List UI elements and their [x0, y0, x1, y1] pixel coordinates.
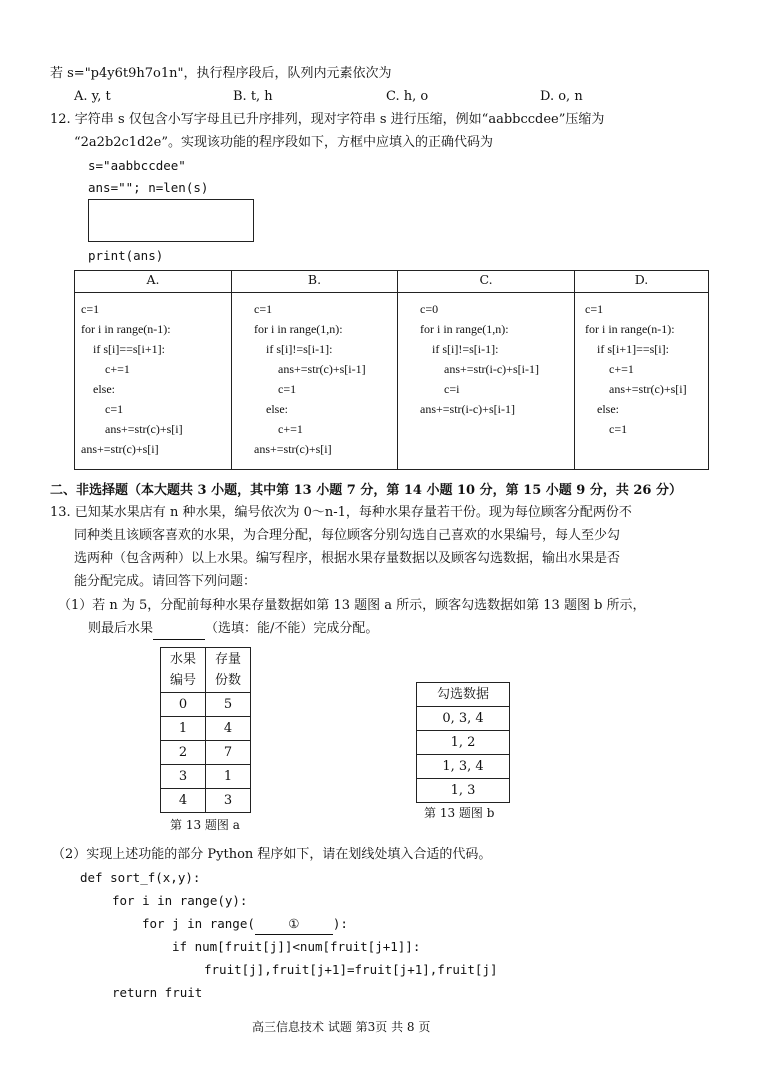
- q13-part1-line1: （1）若 n 为 5，分配前每种水果存量数据如第 13 题图 a 所示，顾客勾选数据如第 13 题图 b 所示，: [58, 598, 646, 613]
- blank-1-marker: ①: [288, 916, 300, 931]
- code-line1: def sort_f(x,y):: [80, 870, 201, 885]
- q12-stem-line2: “2a2b2c1d2e”。实现该功能的程序段如下，方框中应填入的正确代码为: [74, 135, 494, 150]
- q11-stem: 若 s="p4y6t9h7o1n"，执行程序段后，队列内元素依次为: [50, 66, 392, 81]
- q13-part1-prefix: 则最后水果: [88, 621, 154, 636]
- table-row: 1 4: [161, 717, 251, 741]
- answer-box[interactable]: [88, 199, 254, 242]
- q13-intro-line3: 选两种（包含两种）以上水果。编写程序，根据水果存量数据以及顾客勾选数据，输出水果是否: [74, 551, 621, 566]
- q12-code-line3: print(ans): [88, 248, 164, 263]
- option-c-cell: [398, 293, 575, 470]
- option-a-code: c=1 for i in range(n-1): if s[i]==s[i+1]: c+=1 else: c=1 ans+=str(c)+s[i] ans+=str(c)+s[i]: [81, 302, 183, 456]
- table-row: 3 1: [161, 765, 251, 789]
- q13-intro-line1: 13. 已知某水果店有 n 种水果，编号依次为 0～n-1，每种水果存量若干份。现为每位顾客分配两份不: [50, 505, 632, 520]
- table-row: 1, 3, 4: [417, 755, 510, 779]
- code-line3: for j in range( ① ):: [142, 914, 348, 935]
- table-row: 0, 3, 4: [417, 707, 510, 731]
- option-c-header: C.: [398, 271, 575, 293]
- q12-code-line1: s="aabbccdee": [88, 158, 186, 173]
- option-b-code: c=1 for i in range(1,n): if s[i]!=s[i-1]: ans+=str(c)+s[i-1] c=1 else: c+=1 ans+=str(c)+s[i]: [254, 302, 366, 456]
- table-row: 2 7: [161, 741, 251, 765]
- code-line2: for i in range(y):: [112, 893, 248, 908]
- option-d-header: D.: [575, 271, 709, 293]
- option-a-header: A.: [75, 271, 232, 293]
- option-b-header: B.: [232, 271, 398, 293]
- q13-part2: （2）实现上述功能的部分 Python 程序如下，请在划线处填入合适的代码。: [52, 847, 492, 862]
- table-row: 4 3: [161, 789, 251, 813]
- q12-options-table: [74, 270, 709, 470]
- q11-option-d: D. o, n: [540, 89, 583, 104]
- blank-1[interactable]: [255, 914, 333, 935]
- table-b: [416, 682, 510, 803]
- q13-part1-line2: [88, 619, 378, 640]
- answer-blank[interactable]: [153, 619, 205, 640]
- q13-intro-line2: 同种类且该顾客喜欢的水果，为合理分配，每位顾客分别勾选自己喜欢的水果编号，每人至少勾: [74, 528, 621, 543]
- table-b-header: 勾选数据: [417, 683, 510, 707]
- table-a-header-fruit: 水果 编号: [161, 648, 206, 693]
- table-b-caption: 第 13 题图 b: [424, 806, 495, 820]
- table-row: 1, 3: [417, 779, 510, 803]
- code-line4: if num[fruit[j]]<num[fruit[j+1]]:: [172, 939, 421, 954]
- option-c-code: c=0 for i in range(1,n): if s[i]!=s[i-1]: ans+=str(i-c)+s[i-1] c=i ans+=str(i-c)+s[i-1]: [420, 302, 539, 416]
- option-a-cell: [75, 293, 232, 470]
- q11-option-c: C. h, o: [386, 89, 429, 104]
- page-footer: 高三信息技术 试题 第3页 共 8 页: [252, 1020, 431, 1034]
- q13-part1-suffix: （选填：能/不能）完成分配。: [205, 621, 379, 636]
- q11-option-b: B. t, h: [233, 89, 273, 104]
- q13-intro-line4: 能分配完成。请回答下列问题：: [74, 574, 257, 589]
- table-a-header-stock: 存量 份数: [206, 648, 251, 693]
- q12-code-line2: ans=""; n=len(s): [88, 180, 209, 195]
- option-d-code: c=1 for i in range(n-1): if s[i+1]==s[i]: c+=1 ans+=str(c)+s[i] else: c=1: [585, 302, 687, 436]
- section-heading: 二、非选择题（本大题共 3 小题，其中第 13 小题 7 分，第 14 小题 10 分，第 15 小题 9 分，共 26 分）: [50, 483, 683, 498]
- table-row: 0 5: [161, 693, 251, 717]
- q11-option-a: A. y, t: [74, 89, 111, 104]
- table-row: 1, 2: [417, 731, 510, 755]
- table-a-caption: 第 13 题图 a: [170, 818, 240, 832]
- q12-stem-line1: 12. 字符串 s 仅包含小写字母且已升序排列，现对字符串 s 进行压缩，例如“aabbccdee”压缩为: [50, 112, 605, 127]
- code-line6: return fruit: [112, 985, 203, 1000]
- option-b-cell: [232, 293, 398, 470]
- table-a: [160, 647, 251, 813]
- code-line5: fruit[j],fruit[j+1]=fruit[j+1],fruit[j]: [204, 962, 498, 977]
- option-d-cell: [575, 293, 709, 470]
